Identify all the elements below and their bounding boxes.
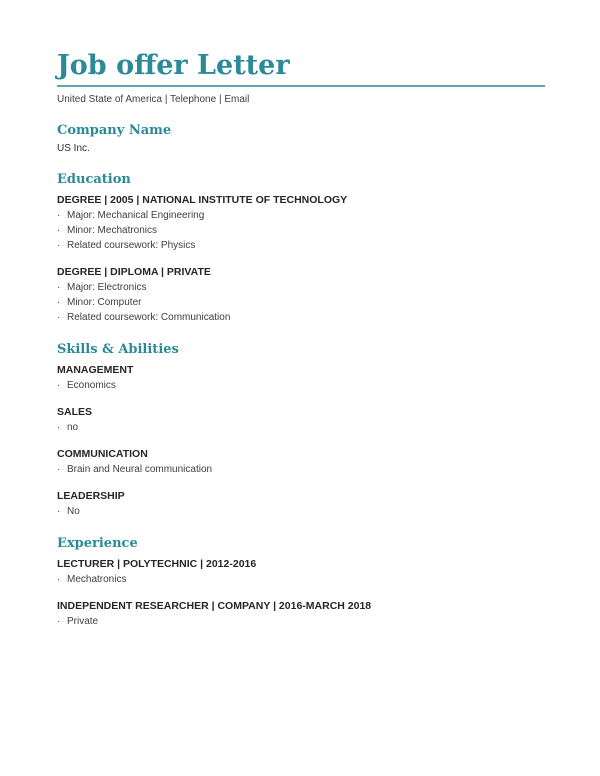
skills-entry bbox=[57, 405, 545, 435]
list-item-text: Private bbox=[67, 616, 99, 627]
bullet-list bbox=[57, 420, 545, 435]
bullet-icon: · bbox=[57, 574, 61, 585]
document-title: Job offer Letter bbox=[57, 50, 545, 87]
list-item-text: Major: Mechanical Engineering bbox=[67, 210, 205, 221]
entry-title: MANAGEMENT bbox=[57, 364, 134, 376]
entry-title: LEADERSHIP bbox=[57, 490, 125, 502]
list-item-text: Minor: Computer bbox=[67, 297, 142, 308]
entry-title: DEGREE | 2005 | NATIONAL INSTITUTE OF TECHNOLOGY bbox=[57, 194, 348, 206]
list-item-text: No bbox=[67, 506, 80, 517]
list-item-text: Mechatronics bbox=[67, 574, 127, 585]
bullet-list bbox=[57, 462, 545, 477]
education-entry bbox=[57, 193, 545, 253]
list-item bbox=[57, 280, 545, 295]
list-item bbox=[57, 420, 545, 435]
education-entry bbox=[57, 265, 545, 325]
bullet-icon: · bbox=[57, 422, 61, 433]
list-item bbox=[57, 572, 545, 587]
list-item-text: Economics bbox=[67, 380, 116, 391]
entry-title: DEGREE | DIPLOMA | PRIVATE bbox=[57, 266, 211, 278]
list-item bbox=[57, 223, 545, 238]
bullet-icon: · bbox=[57, 312, 61, 323]
list-item bbox=[57, 378, 545, 393]
list-item-text: no bbox=[67, 422, 79, 433]
list-item bbox=[57, 310, 545, 325]
list-item bbox=[57, 504, 545, 519]
entry-title: SALES bbox=[57, 406, 93, 418]
skills-entry bbox=[57, 363, 545, 393]
bullet-icon: · bbox=[57, 240, 61, 251]
bullet-icon: · bbox=[57, 464, 61, 475]
bullet-icon: · bbox=[57, 506, 61, 517]
contact-line: United State of America | Telephone | Email bbox=[57, 94, 250, 105]
skills-heading: Skills & Abilities bbox=[57, 342, 179, 357]
list-item-text: Major: Electronics bbox=[67, 282, 147, 293]
education-entries bbox=[57, 193, 545, 325]
list-item bbox=[57, 614, 545, 629]
entry-title: INDEPENDENT RESEARCHER | COMPANY | 2016-MARCH 2018 bbox=[57, 600, 372, 612]
entry-title: COMMUNICATION bbox=[57, 448, 148, 460]
education-heading: Education bbox=[57, 172, 131, 187]
bullet-icon: · bbox=[57, 225, 61, 236]
skills-entry bbox=[57, 489, 545, 519]
bullet-list bbox=[57, 208, 545, 253]
bullet-icon: · bbox=[57, 616, 61, 627]
company-heading: Company Name bbox=[57, 123, 172, 138]
experience-entry bbox=[57, 557, 545, 587]
list-item-text: Minor: Mechatronics bbox=[67, 225, 158, 236]
entry-title: LECTURER | POLYTECHNIC | 2012-2016 bbox=[57, 558, 257, 570]
skills-entries bbox=[57, 363, 545, 519]
bullet-icon: · bbox=[57, 380, 61, 391]
list-item bbox=[57, 238, 545, 253]
list-item-text: Brain and Neural communication bbox=[67, 464, 213, 475]
company-name: US Inc. bbox=[57, 143, 90, 154]
experience-entry bbox=[57, 599, 545, 629]
experience-heading: Experience bbox=[57, 536, 138, 551]
list-item bbox=[57, 462, 545, 477]
resume-page bbox=[57, 50, 545, 629]
bullet-list bbox=[57, 572, 545, 587]
bullet-icon: · bbox=[57, 210, 61, 221]
bullet-list bbox=[57, 614, 545, 629]
list-item-text: Related coursework: Communication bbox=[67, 312, 231, 323]
list-item-text: Related coursework: Physics bbox=[67, 240, 196, 251]
list-item bbox=[57, 208, 545, 223]
bullet-list bbox=[57, 378, 545, 393]
list-item bbox=[57, 295, 545, 310]
bullet-list bbox=[57, 280, 545, 325]
bullet-list bbox=[57, 504, 545, 519]
skills-entry bbox=[57, 447, 545, 477]
bullet-icon: · bbox=[57, 282, 61, 293]
bullet-icon: · bbox=[57, 297, 61, 308]
experience-entries bbox=[57, 557, 545, 629]
